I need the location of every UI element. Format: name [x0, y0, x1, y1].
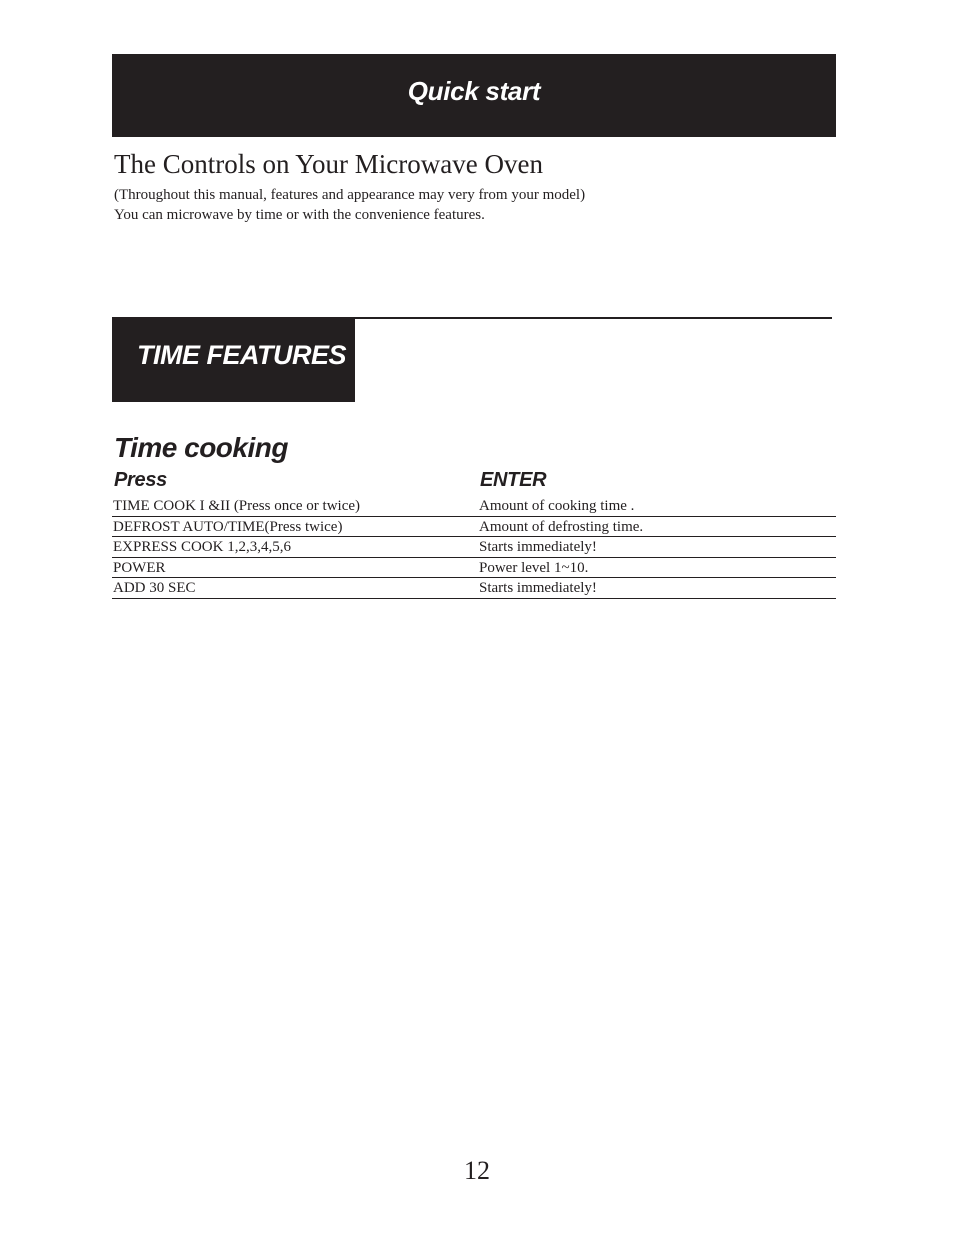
page-number: 12 [464, 1156, 490, 1185]
enter-cell: Starts immediately! [479, 580, 597, 596]
quick-start-banner [112, 54, 836, 137]
enter-column-header: ENTER [480, 469, 547, 491]
press-cell: POWER [113, 559, 166, 576]
table-row [112, 578, 836, 599]
press-cell: EXPRESS COOK 1,2,3,4,5,6 [113, 539, 291, 555]
intro-text [114, 185, 585, 225]
press-cell: TIME COOK I &II (Press once or twice) [113, 498, 361, 514]
subsection-title: Time cooking [114, 432, 288, 463]
table-row [112, 537, 836, 558]
enter-cell: Power level 1~10. [479, 559, 589, 576]
page-title: The Controls on Your Microwave Oven [114, 149, 543, 179]
enter-cell: Amount of cooking time . [479, 498, 635, 514]
table-row [112, 496, 836, 517]
time-cooking-table [112, 496, 836, 599]
enter-cell: Starts immediately! [479, 539, 597, 555]
section-divider [354, 317, 832, 319]
time-features-banner [112, 317, 355, 402]
banner-title: Quick start [407, 76, 541, 106]
section-title: TIME FEATURES [137, 340, 346, 370]
press-cell: ADD 30 SEC [113, 580, 196, 596]
model-note: (Throughout this manual, features and appearance may very from your model) [114, 187, 586, 203]
enter-cell: Amount of defrosting time. [479, 518, 644, 535]
table-row [112, 517, 836, 538]
press-cell: DEFROST AUTO/TIME(Press twice) [113, 518, 343, 535]
table-row [112, 558, 836, 579]
press-column-header: Press [114, 469, 167, 491]
intro-description: You can microwave by time or with the convenience features. [114, 207, 485, 223]
